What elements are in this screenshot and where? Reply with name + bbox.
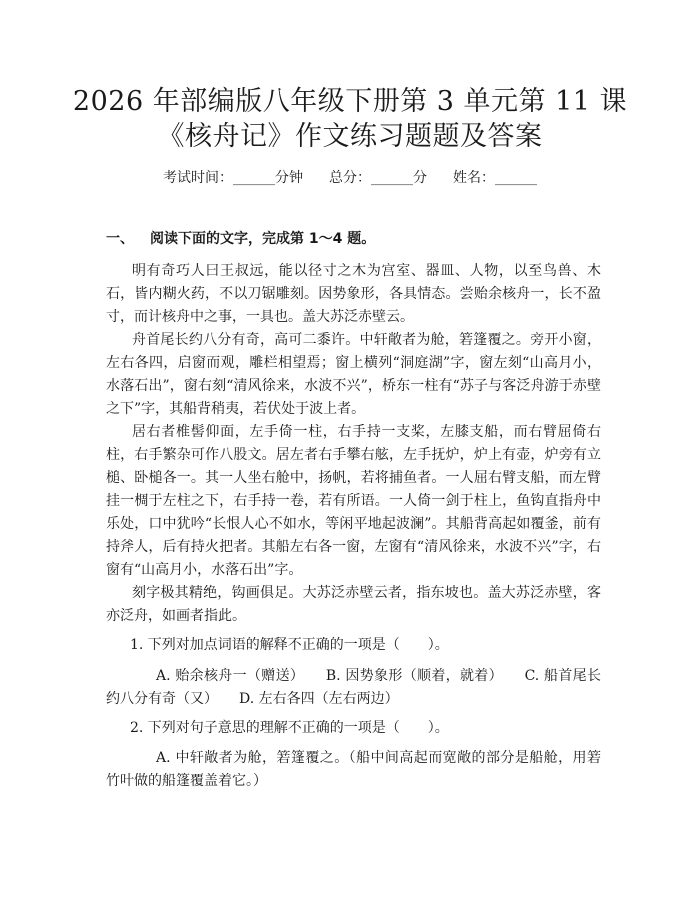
passage-paragraph: 居右者椎髻仰面，左手倚一柱，右手持一支桨，左膝支船，而右臂屈倚右柱，右手繁杂可作八股文。居左者右手攀右舷，左手抚炉，炉上有壶，炉旁有立槌、卧槌各一。其一人坐右舱中，扬帆，若将捕鱼者。一人屈右臂支船，而左臂挂一椆于左柱之下，右手持一卷，若有所语。一人倚一剑于柱上，鱼钩直指舟中乐处，口中犹吟“长恨人心不如水，等闲平地起波澜”。其船背高起如覆釜，前有持斧人，后有持火把者。其船左右各一窗，左窗有“清风徐来，水波不兴”字，右窗有“山高月小，水落石出”字。 xyxy=(106,424,601,578)
question-1-options: A. 贻余核舟一（赠送） B. 因势象形（顺着，就着） C. 船首尾长约八分有奇（又） D. 左右各四（左右两边） xyxy=(106,668,601,707)
section-title: 阅读下面的文字，完成第 1～4 题。 xyxy=(150,231,376,247)
question-2-options: A. 中轩敞者为舱，箬篷覆之。（船中间高起而宽敞的部分是船舱，用箬竹叶做的船篷覆盖着它。） xyxy=(106,750,601,789)
question-1-stem: 1. 下列对加点词语的解释不正确的一项是（ ）。 xyxy=(130,637,449,653)
section-heading xyxy=(106,229,375,249)
exam-name: 姓名：______ xyxy=(453,170,537,186)
passage-paragraph: 明有奇巧人曰王叔远，能以径寸之木为宫室、器皿、人物，以至鸟兽、木石，皆内糊火药，不以刀锯雕刻。因势象形，各具情态。尝贻余核舟一，长不盈寸，而计核舟中之事，一具也。盖大苏泛赤壁云。 xyxy=(106,263,601,325)
document-title-line2: 《核舟记》作文练习题题及答案 xyxy=(157,121,543,152)
passage-paragraph: 舟首尾长约八分有奇，高可二黍许。中轩敞者为舱，箬篷覆之。旁开小窗，左右各四，启窗而观，雕栏相望焉；窗上横列“洞庭湖”字，窗左刻“山高月小，水落石出”，窗右刻“清风徐来，水波不兴”，桥东一柱有“苏子与客泛舟游于赤壁之下”字，其船背稍夷，若伏处于波上者。 xyxy=(106,332,601,417)
exam-meta xyxy=(0,168,700,188)
question-2-stem: 2. 下列对句子意思的理解不正确的一项是（ ）。 xyxy=(130,720,449,736)
section-number: 一、 xyxy=(106,231,134,247)
exam-time: 考试时间：______分钟 xyxy=(163,170,303,186)
passage-paragraph: 刻字极其精绝，钩画俱足。大苏泛赤壁云者，指东坡也。盖大苏泛赤壁，客亦泛舟，如画者指此。 xyxy=(106,585,601,624)
document-title-line1: 2026 年部编版八年级下册第 3 单元第 11 课 xyxy=(72,86,628,117)
exam-score: 总分：______分 xyxy=(329,170,427,186)
